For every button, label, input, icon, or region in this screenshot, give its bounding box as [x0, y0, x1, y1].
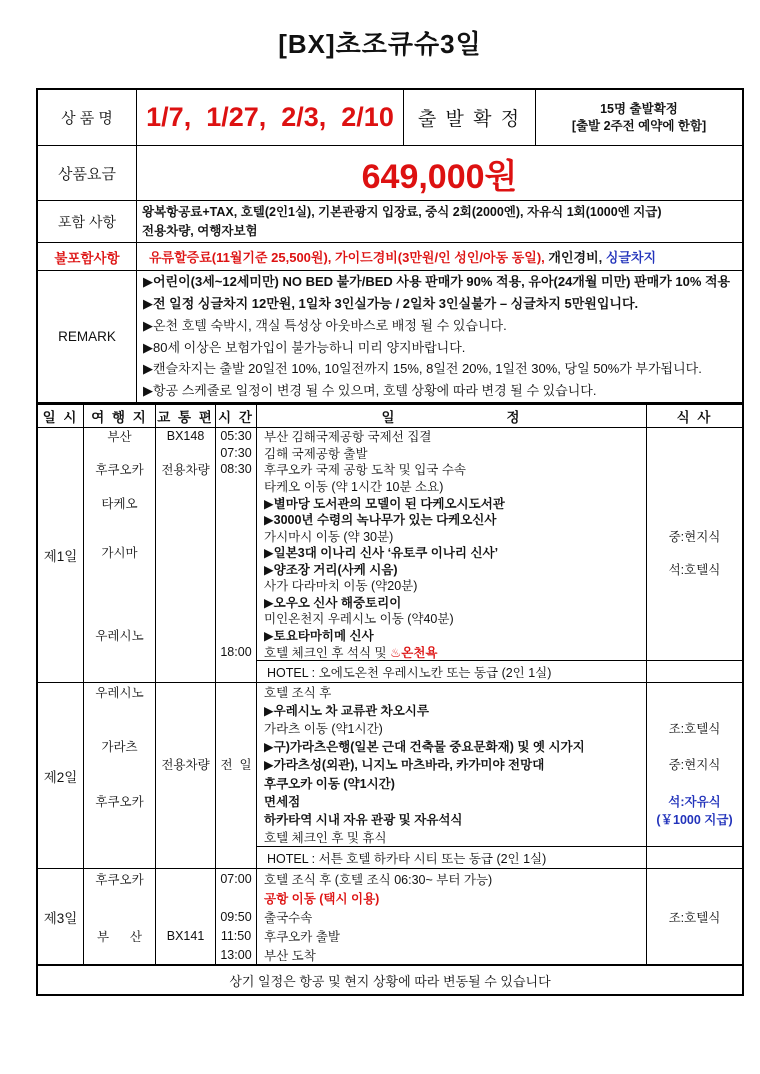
departure-note-line2: [출발 2주전 예약에 한함]	[571, 118, 707, 133]
transport-label	[156, 719, 215, 737]
place-label: 후쿠오카	[95, 463, 144, 478]
day1-hotel: HOTEL : 오에도온천 우레시노칸 또는 동급 (2인 1실)	[257, 660, 646, 683]
place-label	[84, 755, 155, 773]
schedule-line: 출국수속	[264, 910, 313, 925]
transport-label	[156, 561, 215, 578]
place-label	[84, 643, 155, 660]
transport-label	[156, 828, 215, 846]
day3-label: 제3일	[43, 910, 78, 926]
time-label	[216, 610, 256, 627]
day1-transports	[155, 428, 215, 682]
remark-line: ▶온천 호텔 숙박시, 객실 특성상 아웃바스로 배정 될 수 있습니다.	[143, 317, 507, 333]
meal-label	[647, 828, 742, 846]
meal-label	[647, 478, 742, 495]
included-row	[38, 200, 742, 242]
time-label	[216, 792, 256, 810]
meal-label	[647, 445, 742, 462]
schedule-line: ▶별마당 도서관의 모델이 된 다케오시도서관	[264, 496, 505, 511]
time-label: 05:30	[220, 429, 252, 444]
schedule-line: 김해 국제공항 출발	[264, 446, 368, 461]
schedule-line: ▶일본3대 이나리 신사 ‘유토쿠 이나리 신사’	[264, 546, 499, 561]
day1-schedule	[256, 428, 646, 682]
time-label	[216, 478, 256, 495]
transport-label	[156, 810, 215, 828]
time-label	[216, 737, 256, 755]
time-label: 07:30	[220, 445, 252, 460]
remark-line: ▶항공 스케줄로 일정이 변경 될 수 있으며, 호텔 상황에 따라 변경 될 수 있습니다.	[143, 383, 597, 399]
remark-label: REMARK	[58, 329, 116, 344]
place-label	[84, 945, 155, 964]
day1-row	[38, 427, 742, 682]
meal-label	[647, 544, 742, 561]
time-label	[216, 828, 256, 846]
meal-label	[647, 577, 742, 594]
time-label	[216, 627, 256, 644]
meal-label: 석:호텔식	[668, 562, 721, 577]
transport-label	[156, 478, 215, 495]
place-label	[84, 594, 155, 611]
transport-label	[156, 594, 215, 611]
day1-places	[83, 428, 155, 682]
time-label	[216, 511, 256, 528]
place-label	[84, 445, 155, 462]
time-label	[216, 494, 256, 511]
schedule-line: ▶3000년 수령의 녹나무가 있는 다케오신사	[264, 513, 497, 528]
place-label: 우레시노	[95, 686, 144, 701]
schedule-line: 가시마시 이동 (약 30분)	[264, 529, 394, 544]
excluded-row	[38, 242, 742, 270]
schedule-line: 호텔 조식 후	[264, 686, 332, 701]
time-label: 18:00	[220, 644, 252, 659]
place-label	[84, 701, 155, 719]
time-label	[216, 719, 256, 737]
day2-times	[215, 683, 256, 868]
day3-transports	[155, 869, 215, 964]
transport-label	[156, 511, 215, 528]
schedule-line: 부산 김해국제공항 국제선 집결	[264, 430, 432, 445]
departure-note-line1: 15명 출발확정	[600, 101, 678, 116]
meal-label	[647, 946, 742, 965]
place-label	[84, 478, 155, 495]
schedule-line: 호텔 조식 후 (호텔 조식 06:30~ 부터 가능)	[264, 872, 493, 887]
schedule-line: 공항 이동 (택시 이용)	[264, 891, 380, 906]
place-label	[84, 511, 155, 528]
included-line1: 왕복항공료+TAX, 호텔(2인1실), 기본관광지 입장료, 중식 2회(2000엔), 자유식 1회(1000엔 지급)	[142, 204, 662, 219]
place-label	[84, 828, 155, 846]
place-label: 부 산	[97, 929, 142, 944]
included-line2: 전용차량, 여행자보험	[142, 223, 258, 238]
day2-transports	[155, 683, 215, 868]
product-name-row	[38, 90, 742, 145]
transport-label	[156, 643, 215, 660]
day3-schedule	[256, 869, 646, 964]
header-schedule: 일 정	[256, 405, 646, 427]
schedule-line: 부산 도착	[264, 949, 316, 964]
excluded-personal: 개인경비,	[544, 250, 606, 265]
meal-label	[647, 888, 742, 907]
included-content	[136, 201, 742, 242]
remark-line: ▶어린이(3세~12세미만) NO BED 불가/BED 사용 판매가 90% 적용, 유아(24개월 미만) 판매가 10% 적용	[143, 274, 731, 290]
price-row	[38, 145, 742, 200]
meal-label	[647, 683, 742, 701]
day1-label: 제1일	[43, 549, 78, 564]
place-label	[84, 810, 155, 828]
transport-label: 전용차량	[161, 758, 210, 773]
place-label: 가시마	[101, 546, 138, 561]
header-day: 일 시	[42, 410, 79, 425]
schedule-line: ▶우레시노 차 교류관 차오시루	[264, 704, 429, 719]
meal-label	[647, 869, 742, 888]
remark-line: ▶전 일정 싱글차지 12만원, 1일차 3인실가능 / 2일차 3인실불가 – 싱글차지 5만원입니다.	[143, 295, 639, 311]
schedule-line: ▶구)가라츠은행(일본 근대 건축물 중요문화재) 및 옛 시가지	[264, 740, 585, 755]
time-label	[216, 594, 256, 611]
transport-label	[156, 774, 215, 792]
time-label	[216, 701, 256, 719]
meal-label	[647, 737, 742, 755]
place-label	[84, 907, 155, 926]
meal-label	[647, 610, 742, 627]
time-label: 전 일	[220, 758, 252, 773]
transport-label	[156, 792, 215, 810]
meal-label	[647, 511, 742, 528]
place-label	[84, 561, 155, 578]
schedule-line: 후쿠오카 출발	[264, 930, 340, 945]
meal-label	[647, 927, 742, 946]
day3-times	[215, 869, 256, 964]
excluded-single-charge: 싱글차지	[605, 250, 657, 265]
transport-label	[156, 494, 215, 511]
remark-content	[136, 271, 742, 402]
schedule-line: 면세점	[264, 794, 301, 809]
transport-label	[156, 445, 215, 462]
transport-label: BX141	[166, 928, 205, 943]
schedule-line: 미인온천지 우레시노 이동 (약40분)	[264, 612, 454, 627]
day1-meals	[646, 428, 742, 682]
meal-label	[647, 701, 742, 719]
time-label: 11:50	[220, 928, 252, 943]
day2-hotel-meal-cell	[647, 846, 742, 869]
excluded-label: 불포함사항	[54, 250, 120, 266]
meal-label	[647, 643, 742, 660]
header-meal: 식 사	[646, 405, 742, 427]
place-label: 가라츠	[101, 740, 138, 755]
meal-label	[647, 428, 742, 445]
day2-schedule	[256, 683, 646, 868]
day3-meals	[646, 869, 742, 964]
meal-label	[647, 461, 742, 478]
schedule-line: ▶가라츠성(외관), 니지노 마츠바라, 카가미야 전망대	[264, 758, 545, 773]
remark-row	[38, 270, 742, 402]
meal-label	[647, 627, 742, 644]
time-label	[216, 561, 256, 578]
time-label	[216, 888, 256, 907]
meal-label: 중:현지식	[668, 758, 721, 773]
meal-label: 중:현지식	[668, 529, 721, 544]
place-label	[84, 527, 155, 544]
price-label: 상품요금	[58, 165, 116, 183]
header-transport: 교 통 편	[155, 405, 215, 427]
excluded-fuel-guide: 유류할증료(11월기준 25,500원), 가이드경비(3만원/인 성인/아동 동일),	[149, 250, 545, 265]
schedule-line: 타케오 이동 (약 1시간 10분 소요)	[264, 479, 444, 494]
departure-note	[535, 90, 742, 145]
time-label: 07:00	[220, 871, 252, 886]
schedule-line: 호텔 체크인 후 및 휴식	[264, 830, 387, 845]
schedule-line: ▶토요타마히메 신사	[264, 629, 374, 644]
product-dates: 1/7, 1/27, 2/3, 2/10	[136, 90, 403, 145]
transport-label	[156, 683, 215, 701]
meal-label: 조:호텔식	[668, 910, 721, 925]
itinerary-header	[38, 405, 742, 427]
place-label: 부산	[107, 430, 132, 445]
transport-label	[156, 577, 215, 594]
transport-label	[156, 945, 215, 964]
transport-label	[156, 627, 215, 644]
itinerary-footer-note: 상기 일정은 항공 및 현지 상황에 따라 변동될 수 있습니다	[38, 964, 742, 994]
place-label: 후쿠오카	[95, 794, 144, 809]
excluded-content	[136, 243, 742, 270]
day2-places	[83, 683, 155, 868]
time-label	[216, 810, 256, 828]
meal-label	[647, 774, 742, 792]
header-time: 시 간	[215, 405, 256, 427]
time-label: 13:00	[220, 947, 252, 962]
day2-meals	[646, 683, 742, 868]
departure-confirm-label: 출 발 확 정	[403, 90, 535, 145]
day3-row	[38, 868, 742, 964]
itinerary-table	[36, 403, 744, 996]
price-value: 649,000원	[136, 146, 742, 200]
time-label	[216, 577, 256, 594]
transport-label	[156, 869, 215, 888]
transport-label	[156, 527, 215, 544]
place-label	[84, 888, 155, 907]
schedule-line: ▶오우오 신사 해중토리이	[264, 595, 402, 610]
place-label	[84, 577, 155, 594]
day2-hotel: HOTEL : 서튼 호텔 하카타 시티 또는 동급 (2인 1실)	[257, 846, 646, 869]
info-table	[36, 88, 744, 404]
transport-label	[156, 544, 215, 561]
schedule-line: 후쿠오카 이동 (약1시간)	[264, 776, 395, 791]
transport-label	[156, 610, 215, 627]
product-name-label: 상 품 명	[61, 110, 113, 127]
meal-label: 석:자유식	[668, 794, 721, 809]
transport-label	[156, 737, 215, 755]
day1-times	[215, 428, 256, 682]
remark-line: ▶캔슬차지는 출발 20일전 10%, 10일전까지 15%, 8일전 20%, 1일전 30%, 당일 50%가 부가됩니다.	[143, 361, 702, 377]
time-label	[216, 527, 256, 544]
time-label: 09:50	[220, 909, 252, 924]
included-label: 포함 사항	[58, 213, 116, 230]
meal-label	[647, 494, 742, 511]
schedule-line: 호텔 체크인 후 석식 및 ♨온천욕	[264, 645, 438, 660]
meal-label: 조:호텔식	[668, 722, 721, 737]
place-label	[84, 719, 155, 737]
page-title: [BX]초조큐슈3일	[278, 29, 482, 59]
schedule-line: ▶양조장 거리(사케 시음)	[264, 562, 398, 577]
transport-label	[156, 907, 215, 926]
meal-label	[647, 594, 742, 611]
schedule-line: 가라츠 이동 (약1시간)	[264, 722, 383, 737]
transport-label	[156, 701, 215, 719]
meal-label: (￥1000 지급)	[656, 812, 733, 827]
time-label: 08:30	[220, 462, 252, 477]
day1-hotel-meal-cell	[647, 660, 742, 683]
transport-label: 전용차량	[161, 463, 210, 478]
time-label	[216, 544, 256, 561]
place-label: 우레시노	[95, 629, 144, 644]
remark-line: ▶80세 이상은 보험가입이 불가능하니 미리 양지바랍니다.	[143, 339, 466, 355]
place-label: 후쿠오카	[95, 872, 144, 887]
place-label	[84, 774, 155, 792]
schedule-line: 후쿠오카 국제 공항 도착 및 입국 수속	[264, 463, 466, 478]
day3-places	[83, 869, 155, 964]
header-place: 여 행 지	[83, 405, 155, 427]
time-label	[216, 683, 256, 701]
transport-label: BX148	[166, 429, 205, 444]
day2-row	[38, 682, 742, 868]
schedule-line: 사가 다라마치 이동 (약20분)	[264, 579, 418, 594]
schedule-line: 하카타역 시내 자유 관광 및 자유석식	[264, 812, 463, 827]
place-label	[84, 610, 155, 627]
day2-label: 제2일	[43, 769, 78, 785]
place-label: 타케오	[101, 496, 138, 511]
time-label	[216, 774, 256, 792]
transport-label	[156, 888, 215, 907]
